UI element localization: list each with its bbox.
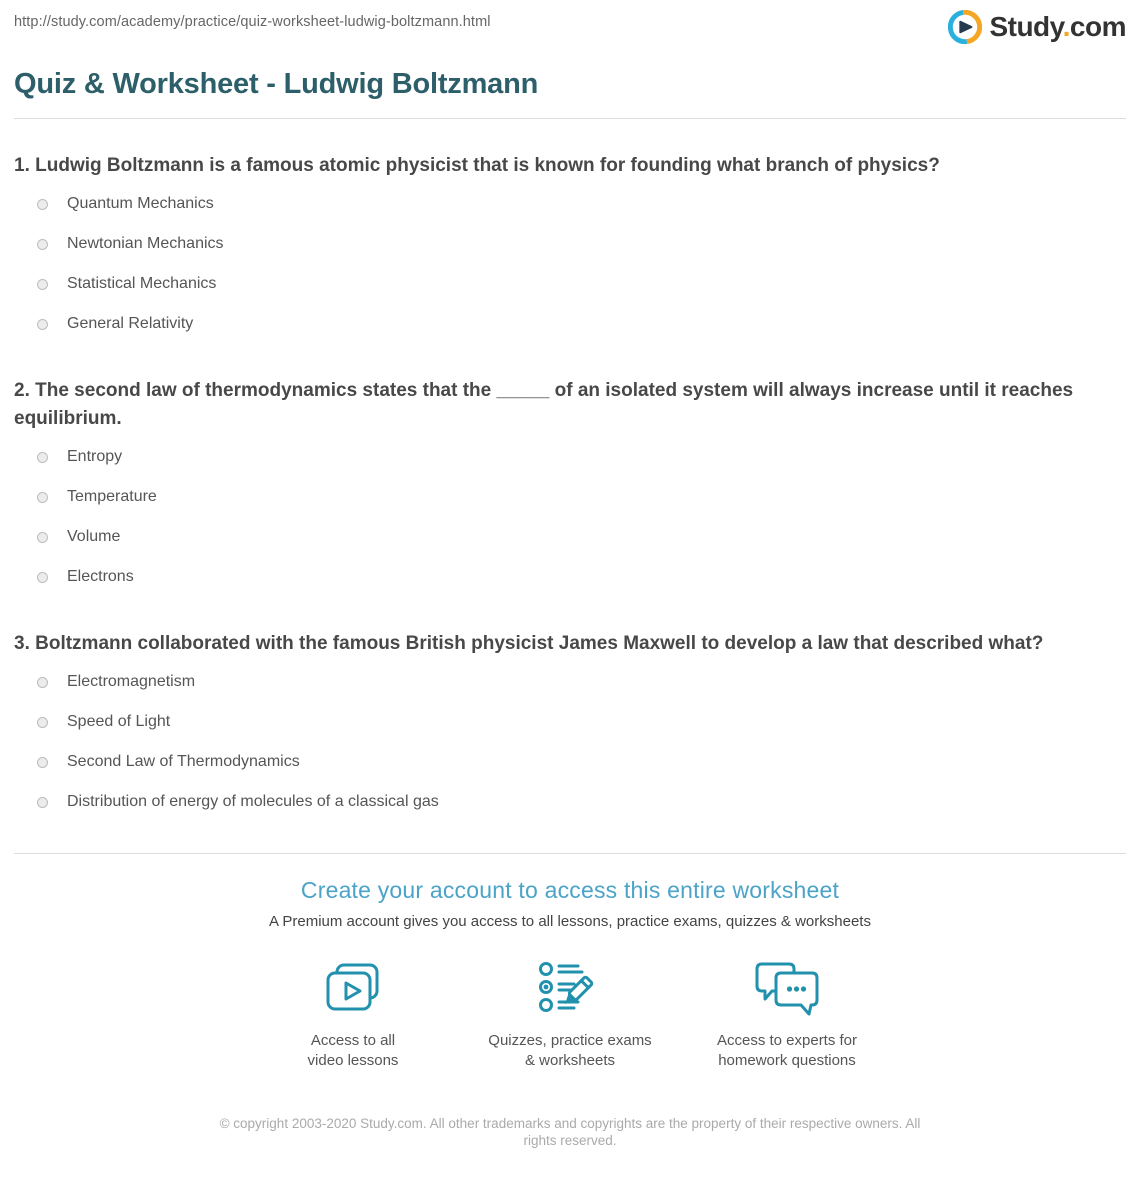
- question-1: [14, 152, 1126, 344]
- radio-button[interactable]: [37, 279, 48, 290]
- title-divider: [14, 118, 1126, 119]
- studycom-logo[interactable]: [948, 10, 1126, 44]
- question-2-options: [14, 437, 1126, 597]
- option-label: Distribution of energy of molecules of a classical gas: [67, 793, 439, 810]
- option-label: Entropy: [67, 448, 123, 465]
- quizzes-worksheets-icon: [462, 959, 679, 1021]
- option-row[interactable]: [14, 477, 1126, 517]
- option-label: Electromagnetism: [67, 673, 196, 690]
- radio-button[interactable]: [37, 757, 48, 768]
- option-label: General Relativity: [67, 315, 194, 332]
- homework-help-icon: [679, 959, 896, 1021]
- option-label: Volume: [67, 528, 121, 545]
- question-3-text: 3. Boltzmann collaborated with the famous British physicist James Maxwell to develop a law that described what?: [14, 633, 1044, 654]
- radio-button[interactable]: [37, 452, 48, 463]
- copyright-text: © copyright 2003-2020 Study.com. All other trademarks and copyrights are the property of their respective owners. All rights reserved.: [219, 1116, 921, 1148]
- option-row[interactable]: [14, 702, 1126, 742]
- radio-button[interactable]: [37, 717, 48, 728]
- option-row[interactable]: [14, 782, 1126, 822]
- studycom-logo-icon: [948, 10, 982, 44]
- question-2: [14, 377, 1126, 597]
- feature-label: Access to experts for homework questions: [716, 1032, 858, 1069]
- question-2-text: 2. The second law of thermodynamics states that the _____ of an isolated system will always increase until it reaches equilibrium.: [14, 380, 1074, 429]
- feature-quizzes-worksheets: [462, 959, 679, 1071]
- cta-heading: Create your account to access this entire worksheet: [300, 877, 840, 903]
- option-label: Electrons: [67, 568, 134, 585]
- page-header: [14, 0, 1126, 44]
- option-row[interactable]: [14, 662, 1126, 702]
- option-label: Speed of Light: [67, 713, 171, 730]
- studycom-logo-text: Study.com: [989, 11, 1126, 42]
- option-label: Quantum Mechanics: [67, 195, 214, 212]
- cta-section: [14, 854, 1126, 1071]
- radio-button[interactable]: [37, 492, 48, 503]
- feature-label: Quizzes, practice exams & worksheets: [488, 1032, 652, 1069]
- question-1-text: 1. Ludwig Boltzmann is a famous atomic physicist that is known for founding what branch of physics?: [14, 155, 940, 176]
- cta-subheading: A Premium account gives you access to all lessons, practice exams, quizzes & worksheets: [269, 913, 871, 930]
- option-row[interactable]: [14, 304, 1126, 344]
- feature-homework-help: [679, 959, 896, 1071]
- question-3: [14, 630, 1126, 822]
- radio-button[interactable]: [37, 797, 48, 808]
- option-label: Temperature: [67, 488, 157, 505]
- option-row[interactable]: [14, 557, 1126, 597]
- option-row[interactable]: [14, 224, 1126, 264]
- feature-list: [14, 959, 1126, 1071]
- page-title: Quiz & Worksheet - Ludwig Boltzmann: [14, 68, 539, 100]
- radio-button[interactable]: [37, 199, 48, 210]
- radio-button[interactable]: [37, 677, 48, 688]
- radio-button[interactable]: [37, 572, 48, 583]
- option-row[interactable]: [14, 184, 1126, 224]
- option-label: Newtonian Mechanics: [67, 235, 224, 252]
- question-3-options: [14, 662, 1126, 822]
- radio-button[interactable]: [37, 532, 48, 543]
- radio-button[interactable]: [37, 239, 48, 250]
- option-row[interactable]: [14, 517, 1126, 557]
- feature-video-lessons: [245, 959, 462, 1071]
- option-row[interactable]: [14, 437, 1126, 477]
- option-label: Statistical Mechanics: [67, 275, 217, 292]
- option-row[interactable]: [14, 264, 1126, 304]
- page-url: http://study.com/academy/practice/quiz-worksheet-ludwig-boltzmann.html: [14, 14, 491, 30]
- feature-label: Access to all video lessons: [307, 1032, 399, 1069]
- radio-button[interactable]: [37, 319, 48, 330]
- option-label: Second Law of Thermodynamics: [67, 753, 300, 770]
- option-row[interactable]: [14, 742, 1126, 782]
- video-lessons-icon: [245, 959, 462, 1021]
- question-1-options: [14, 184, 1126, 344]
